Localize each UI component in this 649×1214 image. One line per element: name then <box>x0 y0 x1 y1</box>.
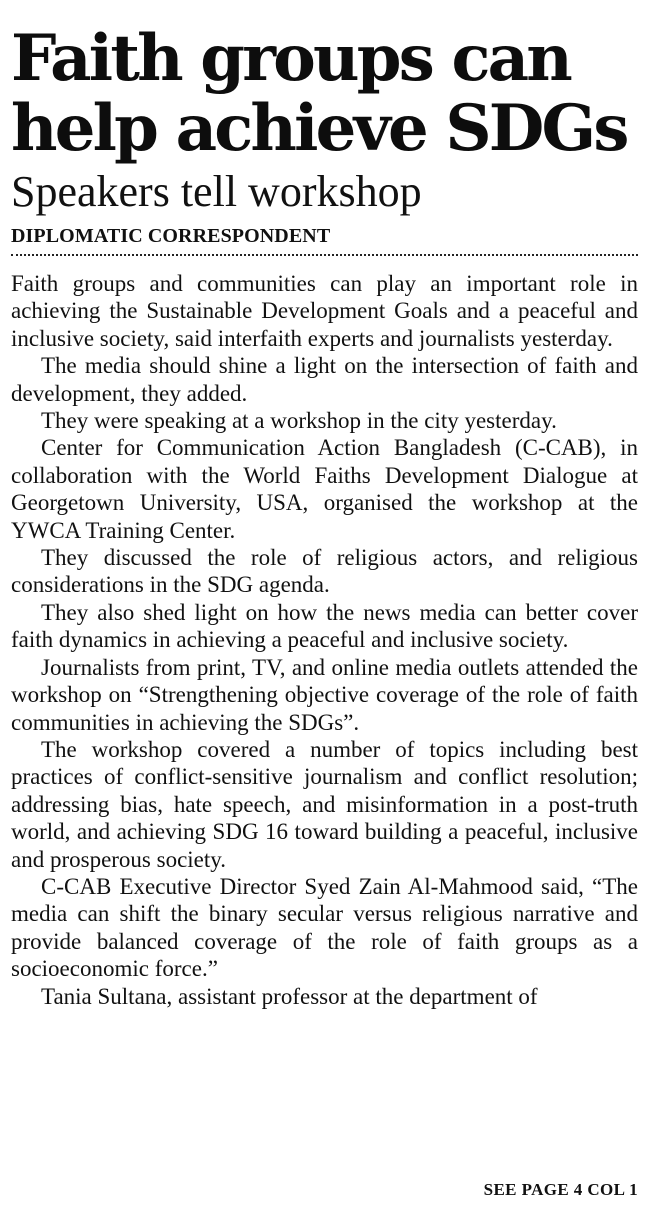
headline-line-2: help achieve SDGs <box>11 91 627 166</box>
dotted-divider <box>11 254 638 256</box>
body-paragraph-1: Faith groups and communities can play an important role in achieving the Sustainable Development Goals and a peaceful and inclusive society, said interfaith experts and journalists yesterday. <box>11 271 638 351</box>
subheadline: Speakers tell workshop <box>11 167 422 216</box>
body-paragraph-2: The media should shine a light on the intersection of faith and development, they added. <box>11 353 638 406</box>
headline <box>11 21 638 166</box>
body-paragraph-8: The workshop covered a number of topics including best practices of conflict-sensitive journalism and conflict resolution; addressing bias, hate speech, and misinformation in a post-truth world, and achieving SDG 16 toward building a peaceful, inclusive and prosperous society. <box>11 736 638 872</box>
body-paragraph-3: They were speaking at a workshop in the city yesterday. <box>41 408 557 434</box>
body-paragraph-4: Center for Communication Action Bangladesh (C-CAB), in collaboration with the World Faiths Development Dialogue at Georgetown University, USA, organised the workshop at the YWCA Training Center. <box>11 435 638 543</box>
headline-line-1: Faith groups can <box>11 21 571 96</box>
body-paragraph-9: C-CAB Executive Director Syed Zain Al-Mahmood said, “The media can shift the binary secular versus religious narrative and provide balanced coverage of the role of faith groups as a socioeconomic force.” <box>11 873 638 982</box>
body-paragraph-5: They discussed the role of religious actors, and religious considerations in the SDG agenda. <box>11 545 638 598</box>
body-paragraph-10: Tania Sultana, assistant professor at the department of <box>41 983 538 1009</box>
body-paragraph-6: They also shed light on how the news media can better cover faith dynamics in achieving a peaceful and inclusive society. <box>11 599 638 653</box>
byline: DIPLOMATIC CORRESPONDENT <box>11 225 331 247</box>
article-body <box>11 270 638 1010</box>
continuation-jump-line: SEE PAGE 4 COL 1 <box>483 1180 638 1199</box>
body-paragraph-7: Journalists from print, TV, and online media outlets attended the workshop on “Strengthening objective coverage of the role of faith communities in achieving the SDGs”. <box>11 654 638 735</box>
news-article <box>11 0 638 1010</box>
